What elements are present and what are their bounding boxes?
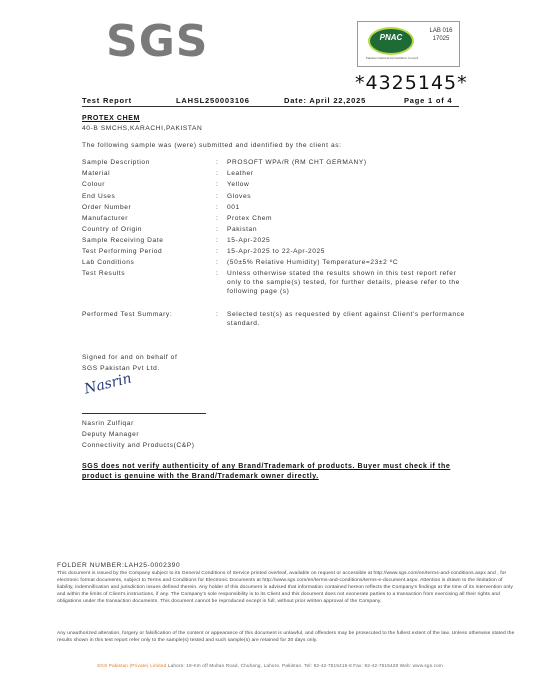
- field-value: Leather: [227, 170, 254, 177]
- client-intro: The following sample was (were) submitted and identified by the client as:: [82, 142, 342, 149]
- field-label: Sample Receiving Date: [82, 237, 164, 244]
- field-colon: :: [216, 204, 219, 211]
- field-value: Yellow: [227, 181, 250, 188]
- disclaimer-text: This document is issued by the Company subject to its General Conditions of Service printed overleaf, available on request or accessible at http://www.sgs.com/en/terms-and-conditions.aspx and , for electronic format documents, subject to Terms and Conditions for Electronic Documents at http://www.sgs.com/en/terms-and-conditions/terms-e-document.aspx. Attention is drawn to the limitation of liability, indemnification and jurisdiction issues defined therein. Any holder of this document is advised that information contained hereon reflects the Company's findings at the time of its intervention only and within the limits of Client's instructions, if any. The Company's sole responsibility is to its Client and this document does not exonerate parties to a transaction from exercising all their rights and obligations under the transaction documents. This document cannot be reproduced except in full, without prior written approval of the Company.: [57, 571, 513, 604]
- field-colon: :: [216, 159, 219, 166]
- field-label: Country of Origin: [82, 226, 143, 233]
- field-value: (50±5% Relative Humidity) Temperature=23±2 ºC: [227, 259, 399, 266]
- pnac-label: PNAC: [379, 33, 403, 42]
- signature-line: [82, 413, 206, 414]
- authenticity-notice: SGS does not verify authenticity of any Brand/Trademark of products. Buyer must check if the product is genuine with the Brand/Trademark owner directly.: [82, 463, 451, 480]
- field-colon: :: [216, 270, 219, 277]
- reference-number: *4325145*: [355, 72, 468, 94]
- page-number: Page 1 of 4: [404, 96, 453, 105]
- field-label: Test Results: [82, 270, 126, 277]
- lab-standard: 17025: [432, 36, 450, 42]
- report-label: Test Report: [82, 96, 132, 105]
- field-label: Colour: [82, 181, 106, 188]
- client-name: PROTEX CHEM: [82, 115, 140, 122]
- field-value: 15-Apr-2025 to 22-Apr-2025: [227, 248, 326, 255]
- field-value: 001: [227, 204, 240, 211]
- field-colon: :: [216, 181, 219, 188]
- summary-colon: :: [216, 311, 219, 318]
- client-address: 40-B SMCHS,KARACHI,PAKISTAN: [82, 125, 203, 132]
- field-colon: :: [216, 193, 219, 200]
- field-label: Lab Conditions: [82, 259, 135, 266]
- summary-value: Selected test(s) as requested by client against Client's performance standard.: [227, 311, 465, 327]
- field-colon: :: [216, 226, 219, 233]
- page-footer: [70, 663, 470, 668]
- disclaimer-text-2: Any unauthorized alteration, forgery or falsification of the content or appearance of this document is unlawful, and offenders may be prosecuted to the fullest extent of the law. Unless otherwise stated the results shown in this test report refer only to the sample(s) tested and such sample(s) are retained for 30 days only.: [57, 631, 515, 643]
- summary-label: Performed Test Summary:: [82, 311, 173, 318]
- signatory-department: Connectivity and Products(C&P): [82, 442, 195, 449]
- footer-org: SGS Pakistan (Private) Limited: [97, 663, 167, 668]
- field-colon: :: [216, 170, 219, 177]
- report-number: LAHSL250003106: [176, 96, 250, 105]
- report-date: Date: April 22,2025: [284, 96, 367, 105]
- folder-number: FOLDER NUMBER:LAH25-0002390: [57, 562, 181, 569]
- footer-address: Lahore: 19-Km off Multan Road, Chuhang, Lahore, Pakistan. Tel: 92-42-7515415-8 Fax: 92-42-7515428 Web: www.sgs.com: [167, 663, 443, 668]
- field-value: Unless otherwise stated the results shown in this test report refer only to the sample(s) tested, for further details, please refer to the following page (s): [227, 270, 460, 295]
- field-value: Protex Chem: [227, 215, 273, 222]
- lab-number: LAB 016: [429, 28, 453, 34]
- field-label: Test Performing Period: [82, 248, 163, 255]
- field-value: Pakistan: [227, 226, 258, 233]
- field-colon: :: [216, 215, 219, 222]
- field-value: PROSOFT WPA/R (RM CHT GERMANY): [227, 159, 367, 166]
- field-label: Manufacturer: [82, 215, 129, 222]
- signature: Nasrin: [82, 370, 134, 398]
- signed-company: SGS Pakistan Pvt Ltd.: [82, 365, 160, 372]
- pnac-sub-label: Pakistan National Accreditation Council: [365, 56, 419, 60]
- field-label: End Uses: [82, 193, 116, 200]
- field-colon: :: [216, 259, 219, 266]
- signed-for: Signed for and on behalf of: [82, 354, 178, 361]
- field-label: Sample Description: [82, 159, 150, 166]
- lab-accreditation-number: [428, 27, 454, 43]
- sgs-logo: SGS: [106, 16, 209, 67]
- field-value: Gloves: [227, 193, 252, 200]
- field-label: Material: [82, 170, 111, 177]
- field-value: 15-Apr-2025: [227, 237, 271, 244]
- field-label: Order Number: [82, 204, 132, 211]
- signatory-name: Nasrin Zulfiqar: [82, 420, 134, 427]
- signatory-title: Deputy Manager: [82, 431, 140, 438]
- field-colon: :: [216, 237, 219, 244]
- field-colon: :: [216, 248, 219, 255]
- header-divider: [82, 106, 459, 107]
